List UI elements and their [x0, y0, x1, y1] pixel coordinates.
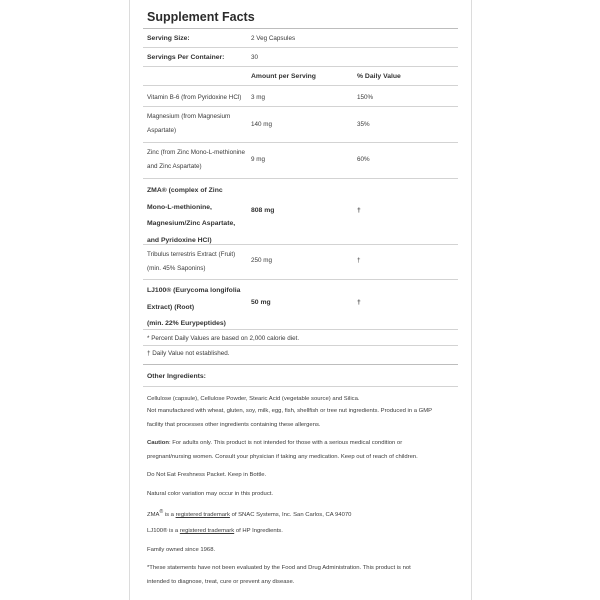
nutrient-amount: 808 mg: [251, 207, 275, 214]
color-variation-note: Natural color variation may occur in this product.: [147, 491, 274, 497]
divider: [143, 106, 458, 107]
dv-footnote: * Percent Daily Values are based on 2,000 calorie diet.: [147, 335, 300, 342]
divider: [143, 329, 458, 330]
serving-size-label: Serving Size:: [147, 35, 190, 42]
servings-per-container-value: 30: [251, 54, 259, 61]
nutrient-dv: 150%: [357, 94, 374, 101]
dagger-footnote: † Daily Value not established.: [147, 350, 230, 357]
lj100-trademark-note: LJ100® is a registered trademark of HP Ingredients.: [147, 528, 283, 534]
nutrient-name: Zinc (from Zinc Mono-L-methionine and Zinc Aspartate): [147, 149, 245, 170]
serving-size-value: 2 Veg Capsules: [251, 35, 296, 42]
nutrient-name: ZMA® (complex of Zinc Mono-L-methionine, Magnesium/Zinc Aspartate, and Pyridoxine HCl): [147, 187, 236, 244]
daily-value-header: % Daily Value: [357, 73, 401, 80]
ingredients-list: Cellulose (capsule), Cellulose Powder, Stearic Acid (vegetable source) and Silica.: [147, 396, 360, 402]
nutrient-dv: †: [357, 257, 361, 264]
caution-label: Caution: [147, 440, 169, 446]
family-owned-note: Family owned since 1968.: [147, 547, 216, 553]
nutrient-amount: 140 mg: [251, 121, 273, 128]
nutrient-name: Tribulus terrestris Extract (Fruit) (min. 45% Saponins): [147, 251, 236, 272]
divider: [143, 85, 458, 86]
divider: [143, 279, 458, 280]
nutrient-dv: 60%: [357, 156, 370, 163]
other-ingredients-heading: Other Ingredients:: [147, 373, 206, 380]
nutrient-amount: 3 mg: [251, 94, 265, 101]
servings-per-container-label: Servings Per Container:: [147, 54, 225, 61]
nutrient-dv: 35%: [357, 121, 370, 128]
divider: [143, 244, 458, 245]
caution-statement: Caution: For adults only. This product is not intended for those with a serious medical condition or pregnant/nursing women. Consult your physician if taking any medication. Keep out of reach of children.: [147, 440, 418, 460]
lj100-trademark-link[interactable]: registered trademark: [179, 528, 235, 534]
zma-trademark-note: ZMA® is a registered trademark of SNAC Systems, Inc. San Carlos, CA 94070: [147, 509, 352, 518]
nutrient-amount: 50 mg: [251, 299, 271, 306]
amount-header: Amount per Serving: [251, 73, 316, 80]
divider: [143, 178, 458, 179]
nutrient-name: Magnesium (from Magnesium Aspartate): [147, 113, 231, 134]
divider: [143, 47, 458, 48]
freshness-note: Do Not Eat Freshness Packet. Keep in Bottle.: [147, 472, 267, 478]
allergen-statement: Not manufactured with wheat, gluten, soy, milk, egg, fish, shellfish or tree nut ingredients. Produced in a GMP facility that processes other ingredients containing these allergens.: [147, 408, 433, 428]
divider: [143, 364, 458, 365]
supplement-facts-panel: [129, 0, 472, 600]
divider: [143, 28, 458, 29]
nutrient-amount: 250 mg: [251, 257, 273, 264]
divider: [143, 66, 458, 67]
nutrient-amount: 9 mg: [251, 156, 265, 163]
divider: [143, 142, 458, 143]
nutrient-name: Vitamin B-6 (from Pyridoxine HCl): [147, 94, 242, 101]
divider: [143, 386, 458, 387]
nutrient-dv: †: [357, 207, 361, 214]
fda-disclaimer: *These statements have not been evaluated by the Food and Drug Administration. This product is not intended to diagnose, treat, cure or prevent any disease.: [147, 565, 411, 585]
nutrient-dv: †: [357, 299, 361, 306]
zma-trademark-link[interactable]: registered trademark: [175, 511, 230, 518]
page-title: Supplement Facts: [147, 10, 255, 24]
divider: [143, 345, 458, 346]
nutrient-name: LJ100® (Eurycoma longifolia Extract) (Root) (min. 22% Eurypeptides): [147, 287, 241, 327]
